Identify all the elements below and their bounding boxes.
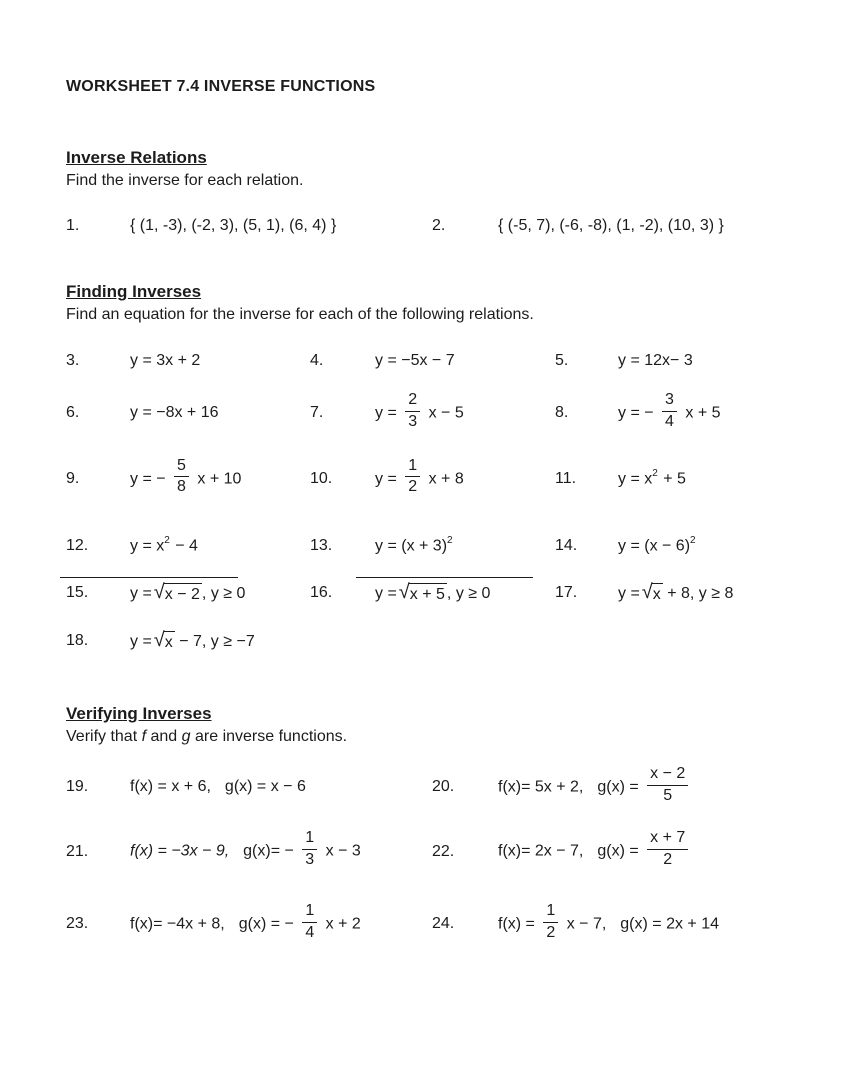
problem-14-expression	[618, 536, 828, 555]
problem-18-expression	[130, 631, 828, 652]
problem-20-number: 20.	[432, 778, 455, 795]
problem-row-21-22	[66, 829, 828, 871]
problem-22-number: 22.	[432, 842, 455, 860]
problem-24-expression	[498, 901, 828, 944]
problem-15-expression	[130, 580, 310, 604]
math-text: − 4	[170, 537, 198, 555]
math-text: x − 7,	[566, 915, 607, 933]
problem-4-expression: y = −5x − 7	[375, 352, 455, 369]
square-root	[641, 580, 663, 604]
radicand: x	[652, 583, 663, 604]
problem-23-expression	[130, 901, 432, 944]
math-text: , y ≥ 0	[201, 584, 246, 602]
square-root	[154, 631, 175, 652]
g-symbol: g	[181, 727, 191, 745]
problem-24-number: 24.	[432, 915, 455, 933]
math-text: y =	[375, 404, 397, 422]
problem-5-expression: y = 12x− 3	[618, 352, 693, 369]
problem-2-number: 2.	[432, 217, 446, 234]
math-text: g(x) = 2x + 14	[620, 915, 719, 933]
problem-row-15-17	[66, 580, 828, 604]
fraction-denominator: 2	[663, 851, 673, 869]
problem-1-expression: { (1, -3), (-2, 3), (5, 1), (6, 4) }	[130, 217, 337, 234]
problem-23-number: 23.	[66, 915, 89, 933]
math-text: f(x)= 2x − 7,	[498, 842, 584, 860]
problem-8-number: 8.	[555, 404, 569, 422]
math-text: g(x)= −	[243, 842, 294, 860]
fraction	[662, 392, 677, 431]
math-text: g(x) =	[597, 778, 639, 796]
section-heading-inverse-relations: Inverse Relations	[66, 148, 207, 167]
math-text: g(x) = −	[238, 915, 294, 933]
math-text: y =	[375, 584, 397, 602]
problem-12-number: 12.	[66, 536, 89, 554]
problem-3-number: 3.	[66, 352, 80, 369]
problem-10-expression	[375, 456, 555, 499]
math-text: x + 8	[428, 470, 464, 488]
instructions-inverse-relations: Find the inverse for each relation.	[66, 172, 304, 189]
radicand: x − 2	[164, 583, 202, 604]
math-text: y =	[130, 584, 152, 602]
problem-19-expression	[130, 778, 432, 796]
fraction	[174, 458, 189, 497]
math-text: + 5	[658, 470, 686, 488]
problem-15-number: 15.	[66, 583, 89, 601]
exponent: 2	[447, 535, 453, 547]
problem-12-expression	[130, 536, 310, 555]
problem-17-number: 17.	[555, 583, 578, 601]
instructions-verifying-inverses	[66, 728, 828, 746]
math-text: − 7, y ≥ −7	[174, 633, 255, 651]
math-text: y =	[618, 584, 640, 602]
problem-8-expression	[618, 391, 828, 433]
problem-row-3-5	[66, 352, 828, 370]
instruction-text: are inverse functions.	[190, 727, 348, 745]
instruction-text: Verify that	[66, 727, 142, 745]
math-text: f(x) =	[498, 915, 535, 933]
fraction-denominator: 4	[305, 923, 315, 941]
fraction-denominator: 4	[665, 412, 674, 430]
problem-16-expression	[375, 580, 555, 604]
fraction-numerator: 2	[405, 392, 420, 412]
math-text: g(x) = x − 6	[224, 778, 306, 795]
fraction	[647, 830, 688, 869]
radical-symbol: √	[153, 580, 165, 603]
fraction	[405, 458, 420, 497]
math-text: x + 10	[197, 470, 242, 488]
problem-19-number: 19.	[66, 778, 89, 795]
radicand: x + 5	[409, 583, 447, 604]
problem-2-expression: { (-5, 7), (-6, -8), (1, -2), (10, 3) }	[498, 217, 724, 234]
fraction	[405, 392, 420, 431]
problem-row-9-11	[66, 456, 828, 499]
problem-row-6-8	[66, 391, 828, 433]
page-title: WORKSHEET 7.4 INVERSE FUNCTIONS	[66, 78, 376, 95]
math-text: x − 5	[428, 404, 464, 422]
section-heading-finding-inverses: Finding Inverses	[66, 282, 202, 301]
section-heading-verifying-inverses: Verifying Inverses	[66, 703, 212, 723]
math-text: f(x)= 5x + 2,	[498, 778, 584, 796]
math-text: y = −	[618, 404, 654, 422]
problem-row-12-14	[66, 536, 828, 555]
problem-17-expression	[618, 580, 828, 604]
math-text: + 8, y ≥ 8	[662, 584, 734, 602]
math-text: y = (x + 3)	[375, 537, 448, 555]
problem-9-number: 9.	[66, 469, 80, 487]
math-text: y = x	[618, 470, 653, 488]
fraction-numerator: x + 7	[647, 830, 688, 850]
problem-row-23-24	[66, 901, 828, 944]
problem-row-1-2	[66, 217, 828, 235]
instruction-text: and	[146, 727, 182, 745]
instructions-finding-inverses: Find an equation for the inverse for each of the following relations.	[66, 306, 534, 323]
fraction-denominator: 2	[546, 923, 556, 941]
math-text: f(x) = x + 6,	[130, 778, 211, 795]
fraction-denominator: 5	[663, 786, 673, 804]
exponent: 2	[164, 535, 170, 547]
rule-line	[356, 577, 533, 578]
math-text: y = x	[130, 537, 165, 555]
fraction	[647, 766, 688, 805]
math-text: , y ≥ 0	[446, 584, 491, 602]
radical-symbol: √	[398, 580, 410, 603]
math-text: x + 5	[685, 404, 721, 422]
problem-21-number: 21.	[66, 842, 89, 860]
fraction-numerator: 1	[405, 458, 420, 478]
radicand: x	[164, 631, 175, 652]
exponent: 2	[652, 468, 658, 480]
math-text: g(x) =	[597, 842, 639, 860]
fraction-denominator: 8	[177, 478, 186, 496]
math-text: f(x)= −4x + 8,	[130, 915, 225, 933]
fraction	[302, 830, 317, 869]
problem-13-expression	[375, 536, 555, 555]
problem-6-number: 6.	[66, 404, 80, 422]
problem-7-expression	[375, 391, 555, 433]
fraction-denominator: 2	[408, 478, 418, 496]
math-text: y =	[375, 470, 397, 488]
math-text: y = −	[130, 470, 166, 488]
math-text: x − 3	[325, 842, 361, 860]
square-root	[153, 580, 202, 604]
problem-5-number: 5.	[555, 352, 569, 369]
exponent: 2	[690, 535, 696, 547]
math-text: f(x) = −3x − 9,	[130, 842, 230, 860]
fraction-numerator: 3	[662, 392, 677, 412]
rule-line	[60, 577, 238, 578]
problem-7-number: 7.	[310, 404, 324, 422]
problem-1-number: 1.	[66, 217, 80, 234]
radical-symbol: √	[641, 580, 653, 603]
problem-14-number: 14.	[555, 536, 578, 554]
problem-18-number: 18.	[66, 632, 89, 650]
square-root	[398, 580, 447, 604]
math-text: x + 2	[325, 915, 361, 933]
problem-6-expression: y = −8x + 16	[130, 404, 219, 422]
problem-11-expression	[618, 469, 828, 488]
problem-16-number: 16.	[310, 583, 333, 601]
fraction-denominator: 3	[408, 412, 418, 430]
math-text: y = (x − 6)	[618, 537, 691, 555]
problem-21-expression	[130, 829, 432, 871]
fraction	[302, 903, 317, 942]
fraction	[543, 903, 558, 942]
problem-4-number: 4.	[310, 352, 324, 369]
fraction-numerator: 1	[302, 830, 317, 850]
f-symbol: f	[141, 727, 147, 745]
math-text: y =	[130, 633, 152, 651]
fraction-numerator: 1	[543, 903, 558, 923]
problem-row-18	[66, 631, 828, 652]
fraction-numerator: 1	[302, 903, 317, 923]
fraction-denominator: 3	[305, 851, 315, 869]
radical-symbol: √	[153, 629, 165, 652]
fraction-numerator: x − 2	[647, 766, 688, 786]
problem-9-expression	[130, 456, 310, 499]
problem-11-number: 11.	[555, 469, 577, 487]
problem-row-19-20	[66, 764, 828, 807]
problem-22-expression	[498, 829, 828, 871]
divider-rules	[66, 577, 828, 579]
problem-3-expression: y = 3x + 2	[130, 352, 201, 369]
fraction-numerator: 5	[174, 458, 189, 478]
problem-20-expression	[498, 764, 828, 807]
problem-10-number: 10.	[310, 469, 333, 487]
problem-13-number: 13.	[310, 536, 333, 554]
